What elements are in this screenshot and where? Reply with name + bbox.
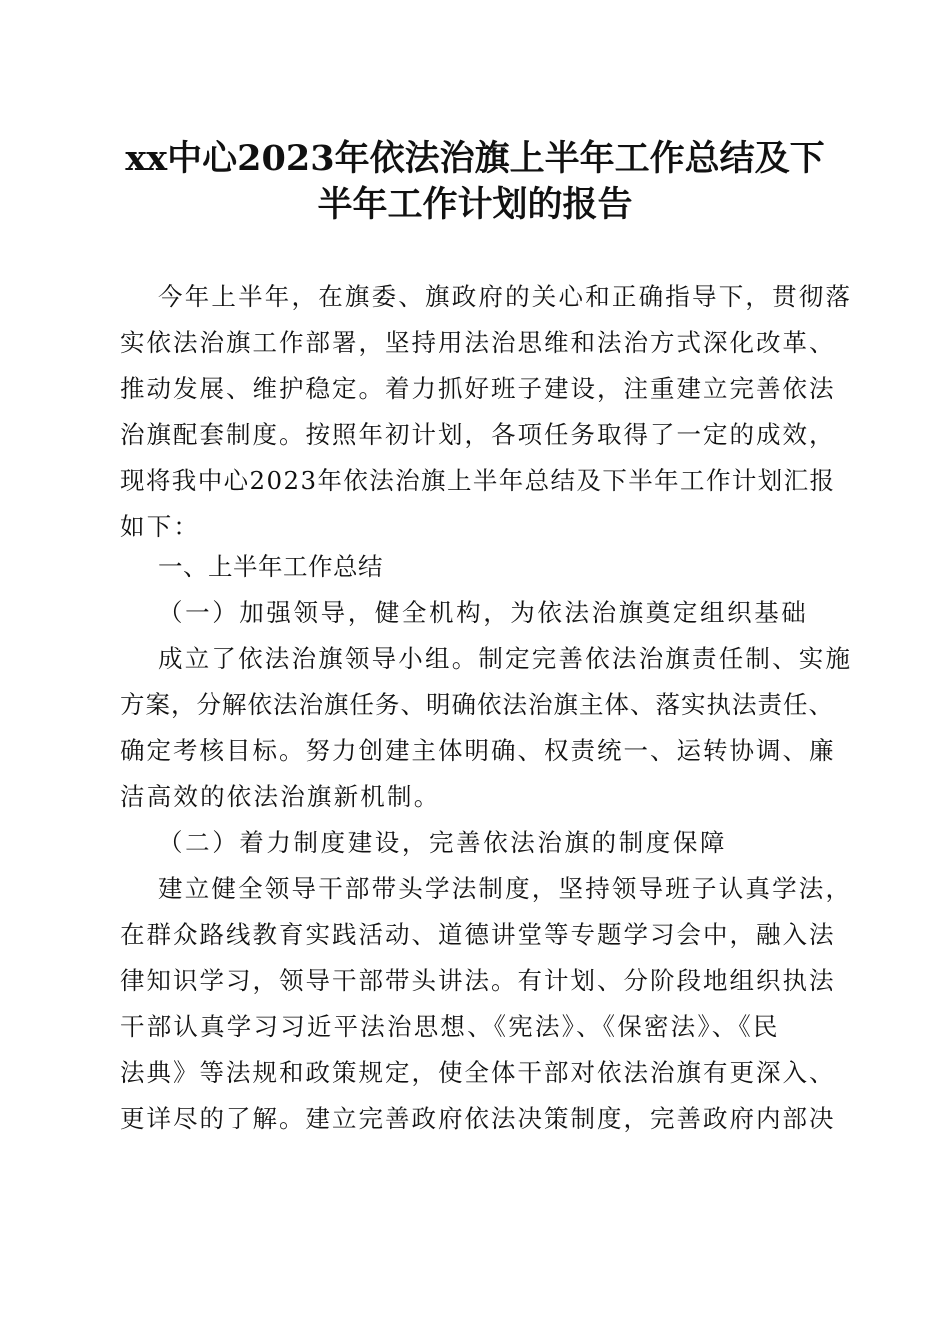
intro-line-2: 实依法治旗工作部署，坚持用法治思维和法治方式深化改革、 — [120, 328, 836, 357]
intro-line-6: 如下： — [120, 512, 201, 541]
sub1-line-4: 洁高效的依法治旗新机制。 — [120, 782, 441, 811]
sub2-line-5: 法典》等法规和政策规定，使全体干部对依法治旗有更深入、 — [120, 1058, 836, 1087]
sub2-line-3: 律知识学习，领导干部带头讲法。有计划、分阶段地组织执法 — [120, 966, 836, 995]
section-heading-1: 一、上半年工作总结 — [158, 552, 383, 581]
sub2-line-2: 在群众路线教育实践活动、道德讲堂等专题学习会中，融入法 — [120, 920, 836, 949]
subsection-heading-2: （二）着力制度建设，完善依法治旗的制度保障 — [158, 828, 728, 857]
intro-line-1: 今年上半年，在旗委、旗政府的关心和正确指导下，贯彻落 — [158, 282, 853, 311]
sub1-line-2: 方案，分解依法治旗任务、明确依法治旗主体、落实执法责任、 — [120, 690, 834, 719]
title-line-1: xx中心2023年依法治旗上半年工作总结及下 — [125, 138, 825, 179]
intro-line-3: 推动发展、维护稳定。着力抓好班子建设，注重建立完善依法 — [120, 374, 836, 403]
intro-line-4: 治旗配套制度。按照年初计划，各项任务取得了一定的成效， — [120, 420, 836, 449]
sub1-line-1: 成立了依法治旗领导小组。制定完善依法治旗责任制、实施 — [158, 644, 853, 673]
sub2-line-6: 更详尽的了解。建立完善政府依法决策制度，完善政府内部决 — [120, 1104, 836, 1133]
sub1-line-3: 确定考核目标。努力创建主体明确、权责统一、运转协调、廉 — [120, 736, 836, 765]
sub2-line-1: 建立健全领导干部带头学法制度，坚持领导班子认真学法， — [158, 874, 853, 903]
intro-line-5: 现将我中心2023年依法治旗上半年总结及下半年工作计划汇报 — [120, 466, 836, 495]
title-line-2: 半年工作计划的报告 — [317, 184, 633, 225]
subsection-heading-1: （一）加强领导，健全机构，为依法治旗奠定组织基础 — [158, 598, 809, 627]
sub2-line-4: 干部认真学习习近平法治思想、《宪法》、《保密法》、《民 — [120, 1012, 780, 1041]
